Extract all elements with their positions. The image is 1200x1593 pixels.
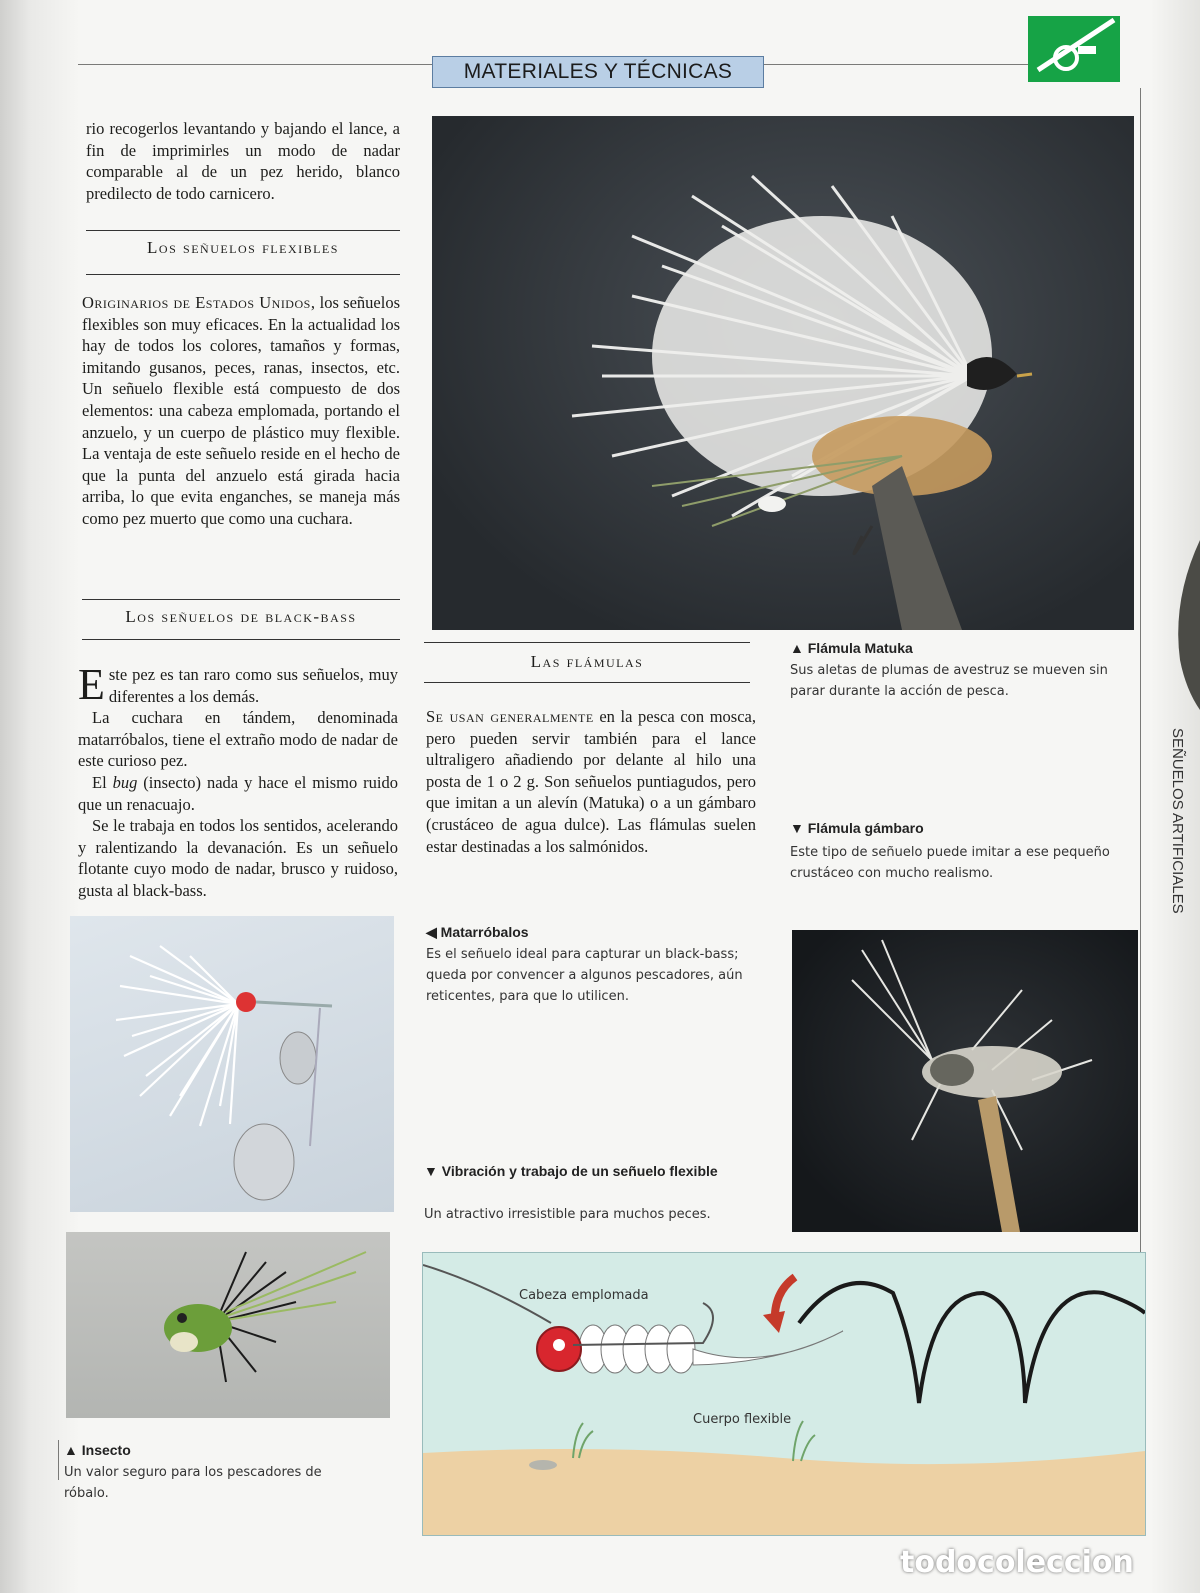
caption-matarrobalos-title: ◀ Matarróbalos — [426, 924, 529, 940]
diagram-label-cuerpo: Cuerpo flexible — [693, 1412, 792, 1427]
lead-in: Se usan generalmente — [426, 707, 594, 726]
caption-gambaro-text: Este tipo de señuelo puede imitar a ese pequeño crustáceo con mucho realismo. — [790, 845, 1110, 881]
section-title: MATERIALES Y TÉCNICAS — [432, 56, 764, 88]
matarrobalos-photo — [70, 916, 394, 1212]
diagram-label-cabeza: Cabeza emplomada — [519, 1288, 649, 1303]
black-bass-text — [78, 660, 398, 902]
flamulas-text — [426, 706, 756, 857]
heading-rule — [82, 639, 400, 640]
caption-insecto-text: Un valor seguro para los pescadores de róbalo. — [64, 1465, 322, 1501]
heading-rule — [424, 682, 750, 683]
body-text: en la pesca con mosca, pero pueden servir también para el lance ultraligero añadiendo por delante al hilo una posta de 1 o 2 g. Son señuelos puntiagudos, pero que imitan a un alevín (Matuka) o a un gámbaro (crustáceo de agua dulce). Las flámulas suelen estar destinadas a los salmónidos. — [426, 707, 756, 856]
paragraph: Este pez es tan raro como sus señuelos, muy diferentes a los demás. — [78, 660, 398, 709]
gambaro-photo — [792, 930, 1138, 1232]
fishing-reel-icon — [1028, 16, 1120, 82]
caption-gambaro-title: ▼ Flámula gámbaro — [790, 820, 924, 836]
watermark: todocoleccion — [900, 1545, 1134, 1580]
heading-rule — [424, 642, 750, 643]
caption-vibracion-text: Un atractivo irresistible para muchos peces. — [424, 1207, 711, 1222]
lead-in: Originarios de Estados Unidos, — [82, 293, 316, 312]
heading-senuelos-flexibles: Los señuelos flexibles — [147, 238, 339, 257]
heading-rule — [86, 230, 400, 231]
caption-matarrobalos-text: Es el señuelo ideal para capturar un black-bass; queda por convencer a algunos pescadores, aún reticentes, para que lo utilicen. — [426, 947, 743, 1004]
caption-vibracion-title: ▼ Vibración y trabajo de un señuelo flexible — [424, 1163, 718, 1179]
vibracion-diagram — [422, 1252, 1146, 1536]
senuelos-flexibles-text — [82, 292, 400, 530]
matuka-photo — [432, 116, 1134, 630]
heading-black-bass: Los señuelos de black-bass — [125, 607, 357, 626]
paragraph: La cuchara en tándem, denominada matarróbalos, tiene el extraño modo de nadar de este curioso pez. — [78, 708, 398, 771]
insecto-photo — [66, 1232, 390, 1418]
fish-icon — [1172, 540, 1200, 710]
body-text: los señuelos flexibles son muy eficaces. En la actualidad los hay de todos los colores, tamaños y formas, imitando gusanos, peces, ranas, insectos, etc. Un señuelo flexible está compuesto de dos elementos: una cabeza emplomada, portando el anzuelo, y un cuerpo de plástico muy flexible. La ventaja de este señuelo reside en el hecho de que la punta del anzuelo está girada hacia arriba, lo que evita enganches, se maneja más como pez muerto que como una cuchara. — [82, 293, 400, 528]
caption-insecto-title: ▲ Insecto — [64, 1442, 131, 1458]
paragraph: Se le trabaja en todos los sentidos, acelerando y ralentizando la devanación. Es un señuelo flotante cuyo modo de nadar, brusco y ruidoso, gusta al black-bass. — [78, 816, 398, 900]
heading-las-flamulas: Las flámulas — [530, 652, 644, 671]
heading-rule — [82, 599, 400, 600]
caption-matuka-title: ▲ Flámula Matuka — [790, 640, 913, 656]
fishing-rod-badge — [1028, 16, 1120, 82]
frame-left-rule — [58, 1440, 59, 1480]
drop-cap: E — [78, 660, 105, 709]
heading-rule — [86, 274, 400, 275]
side-tab-label: SEÑUELOS ARTIFICIALES — [1169, 728, 1186, 914]
caption-matuka-text: Sus aletas de plumas de avestruz se mueven sin parar durante la acción de pesca. — [790, 663, 1108, 699]
intro-paragraph: rio recogerlos levantando y bajando el lance, a fin de imprimirles un modo de nadar comparable al de un pez herido, blanco predilecto de todo carnicero. — [86, 119, 400, 203]
paragraph: El bug (insecto) nada y hace el mismo ruido que un renacuajo. — [78, 772, 398, 814]
